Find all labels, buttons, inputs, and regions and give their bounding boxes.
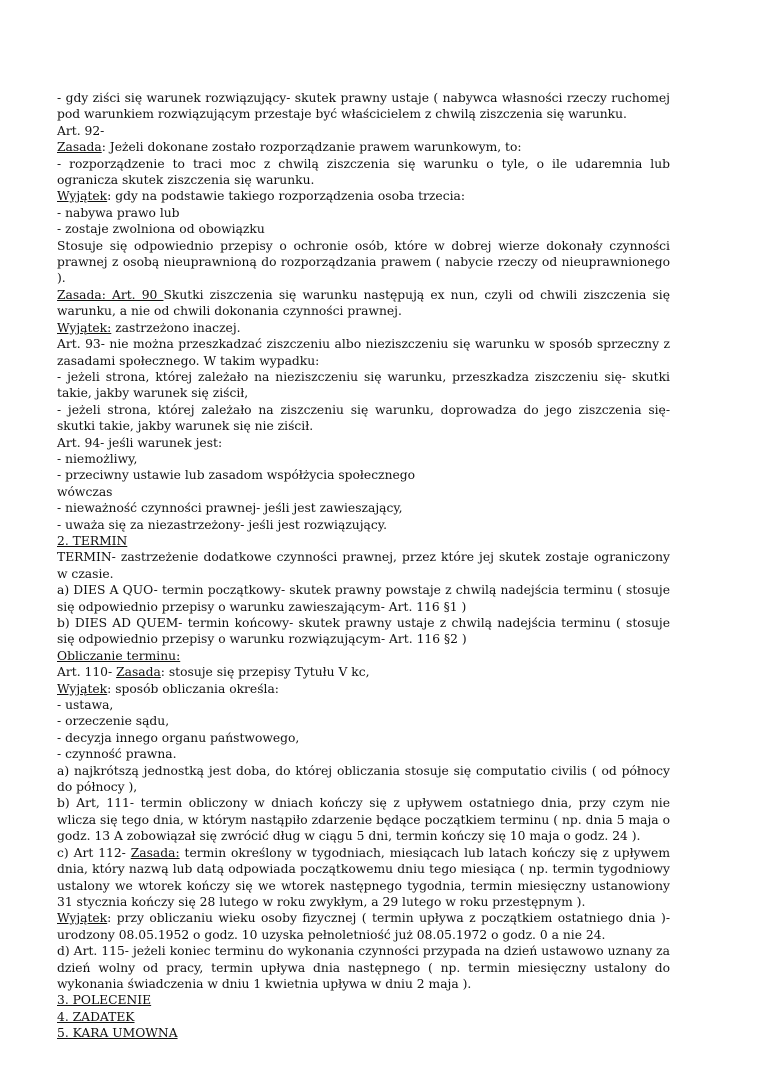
paragraph: Art. 93- nie można przeszkadzać ziszczeniu albo nieziszczeniu się warunku w sposób sprzeczny z zasadami społecznego. W takim wypadku: xyxy=(57,337,670,368)
paragraph: Zasada: Jeżeli dokonane zostało rozporządzanie prawem warunkowym, to: xyxy=(57,140,522,155)
heading-zasada: Zasada xyxy=(57,140,102,155)
paragraph: b) Art, 111- termin obliczony w dniach kończy się z upływem ostatniego dnia, przy czym nie wlicza się tego dnia, w którym nastąpiło zdarzenie będące początkiem terminu ( np. dnia 5 maja o godz. 13 A zobowiązał się zwrócić dług w ciągu 5 dni, termin kończy się 10 maja o godz. 24 ). xyxy=(57,796,670,844)
heading-wyjatek: Wyjątek xyxy=(57,189,108,204)
paragraph: Art. 92- xyxy=(57,123,105,138)
subheading-obliczanie: Obliczanie terminu: xyxy=(57,648,181,663)
list-item: - niemożliwy, xyxy=(57,451,138,466)
heading-zasada: Zasada xyxy=(116,665,161,680)
list-item: - czynność prawna. xyxy=(57,747,177,762)
list-item: - orzeczenie sądu, xyxy=(57,714,170,729)
list-item: - ustawa, xyxy=(57,698,114,713)
document-page xyxy=(57,90,670,1042)
paragraph: Stosuje się odpowiednio przepisy o ochronie osób, które w dobrej wierze dokonały czynności prawnej z osobą nieuprawnioną do rozporządzania prawem ( nabycie rzeczy od nieuprawnionego ). xyxy=(57,238,670,286)
paragraph: b) DIES AD QUEM- termin końcowy- skutek prawny ustaje z chwilą nadejścia terminu ( stosuje się odpowiednio przepisy o warunku rozwiązującym- Art. 116 §2 ) xyxy=(57,616,670,647)
paragraph: - gdy ziści się warunek rozwiązujący- skutek prawny ustaje ( nabywca własności rzeczy ruchomej pod warunkiem rozwiązującym przestaje być właścicielem z chwilą ziszczenia się warunku. xyxy=(57,91,670,122)
paragraph: Art. 94- jeśli warunek jest: xyxy=(57,435,223,450)
paragraph: wówczas xyxy=(57,484,113,499)
list-item: - uważa się za niezastrzeżony- jeśli jest rozwiązujący. xyxy=(57,517,387,532)
paragraph: a) najkrótszą jednostką jest doba, do której obliczania stosuje się computatio civilis ( od północy do północy ), xyxy=(57,763,670,795)
paragraph: Wyjątek: zastrzeżono inaczej. xyxy=(57,320,241,335)
paragraph: Wyjątek: sposób obliczania określa: xyxy=(57,681,279,696)
paragraph: a) DIES A QUO- termin początkowy- skutek prawny powstaje z chwilą nadejścia terminu ( stosuje się odpowiednio przepisy o warunku zawieszającym- Art. 116 §1 ) xyxy=(57,583,670,614)
paragraph: Wyjątek: gdy na podstawie takiego rozporządzenia osoba trzecia: xyxy=(57,189,465,204)
list-item: - przeciwny ustawie lub zasadom współżycia społecznego xyxy=(57,468,416,483)
paragraph: Wyjątek: przy obliczaniu wieku osoby fizycznej ( termin upływa z początkiem ostatniego dnia )- urodzony 08.05.1952 o godz. 10 uzyska pełnoletniość już 08.05.1972 o godz. 0 a nie 24. xyxy=(57,911,670,942)
list-item: - jeżeli strona, której zależało na nieziszczeniu się warunku, przeszkadza ziszczeniu się- skutki takie, jakby warunek się ziścił, xyxy=(57,369,670,401)
paragraph: Zasada: Art. 90 Skutki ziszczenia się warunku następują ex nun, czyli od chwili ziszczenia się warunku, a nie od chwili dokonania czynności prawnej. xyxy=(57,287,670,319)
list-item: - jeżeli strona, której zależało na ziszczeniu się warunku, doprowadza do jego ziszczenia się- skutki takie, jakby warunek się nie ziścił. xyxy=(57,402,670,434)
paragraph: c) Art 112- Zasada: termin określony w tygodniach, miesiącach lub latach kończy się z upływem dnia, który nazwą lub datą odpowiada początkowemu dniu tego miesiąca ( np. termin tygodniowy ustalony we wtorek kończy się we wtorek następnego tygodnia, termin miesięczny ustanowiony 31 stycznia kończy się 28 lutego w roku zwykłym, a 29 lutego w roku przestępnym ). xyxy=(57,845,670,909)
section-heading-polecenie: 3. POLECENIE xyxy=(57,993,152,1008)
list-item: - decyzja innego organu państwowego, xyxy=(57,730,300,745)
section-heading-kara-umowna: 5. KARA UMOWNA xyxy=(57,1026,178,1041)
heading-wyjatek: Wyjątek xyxy=(57,681,108,696)
list-item: - nieważność czynności prawnej- jeśli jest zawieszający, xyxy=(57,501,403,516)
list-item: - zostaje zwolniona od obowiązku xyxy=(57,222,265,237)
heading-wyjatek: Wyjątek: xyxy=(57,320,112,335)
paragraph: - rozporządzenie to traci moc z chwilą ziszczenia się warunku o tyle, o ile udaremnia lub ogranicza skutek ziszczenia się warunku. xyxy=(57,156,670,188)
heading-zasada-art-90: Zasada: Art. 90 xyxy=(57,287,164,302)
section-heading-zadatek: 4. ZADATEK xyxy=(57,1009,135,1024)
heading-wyjatek: Wyjątek xyxy=(57,911,108,926)
heading-zasada: Zasada: xyxy=(130,845,180,860)
list-item: - nabywa prawo lub xyxy=(57,205,180,220)
paragraph: Art. 110- Zasada: stosuje się przepisy Tytułu V kc, xyxy=(57,665,370,680)
paragraph: d) Art. 115- jeżeli koniec terminu do wykonania czynności przypada na dzień ustawowo uznany za dzień wolny od pracy, termin upływa dnia następnego ( np. termin miesięczny ustalony do wykonania świadczenia w dniu 1 kwietnia upływa w dniu 2 maja ). xyxy=(57,944,670,991)
section-heading-termin: 2. TERMIN xyxy=(57,533,128,548)
paragraph: TERMIN- zastrzeżenie dodatkowe czynności prawnej, przez które jej skutek zostaje ograniczony w czasie. xyxy=(57,550,670,581)
